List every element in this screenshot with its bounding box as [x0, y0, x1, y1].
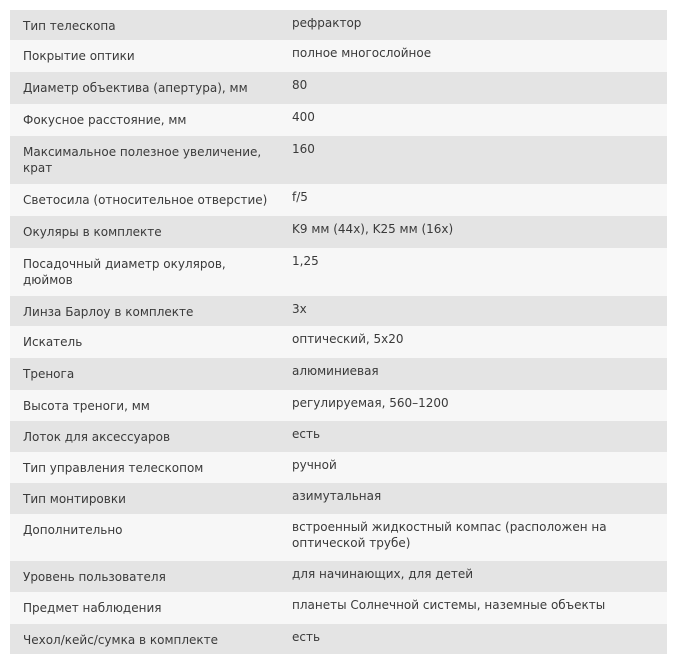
spec-row: [10, 421, 667, 452]
spec-value: f/5: [292, 190, 308, 204]
spec-row: [10, 624, 667, 654]
spec-value: 1,25: [292, 254, 319, 268]
spec-table: [10, 10, 667, 654]
spec-value: 80: [292, 78, 308, 92]
spec-value: ручной: [292, 458, 337, 472]
spec-row: [10, 184, 667, 216]
spec-value: встроенный жидкостный компас (расположен на оптической трубе): [292, 520, 607, 550]
spec-value: 160: [292, 142, 315, 156]
spec-row: [10, 592, 667, 624]
spec-label: Дополнительно: [23, 523, 123, 537]
spec-label: Чехол/кейс/сумка в комплекте: [23, 633, 219, 647]
spec-value: 3x: [292, 302, 307, 316]
spec-value: алюминиевая: [292, 364, 379, 378]
spec-value: для начинающих, для детей: [292, 567, 474, 581]
spec-row: [10, 216, 667, 248]
spec-label: Тип монтировки: [23, 492, 126, 506]
spec-label: Покрытие оптики: [23, 49, 135, 63]
spec-label: Посадочный диаметр окуляров, дюймов: [23, 257, 226, 287]
spec-row: [10, 452, 667, 483]
spec-row: [10, 483, 667, 514]
spec-row: [10, 104, 667, 136]
spec-label: Максимальное полезное увеличение, крат: [23, 145, 262, 175]
spec-row: [10, 561, 667, 592]
spec-label: Светосила (относительное отверстие): [23, 193, 268, 207]
spec-label: Высота треноги, мм: [23, 399, 150, 413]
spec-row: [10, 326, 667, 358]
spec-value: рефрактор: [292, 16, 362, 30]
spec-label: Тренога: [23, 367, 75, 381]
spec-row: [10, 390, 667, 421]
spec-row: [10, 10, 667, 40]
spec-label: Тип управления телескопом: [23, 461, 204, 475]
spec-value: оптический, 5x20: [292, 332, 404, 346]
spec-row: [10, 136, 667, 184]
spec-label: Окуляры в комплекте: [23, 225, 162, 239]
spec-row: [10, 248, 667, 296]
spec-label: Лоток для аксессуаров: [23, 430, 171, 444]
spec-label: Искатель: [23, 335, 83, 349]
spec-row: [10, 72, 667, 104]
spec-label: Диаметр объектива (апертура), мм: [23, 81, 248, 95]
spec-row: [10, 296, 667, 326]
spec-label: Линза Барлоу в комплекте: [23, 305, 194, 319]
spec-value: полное многослойное: [292, 46, 432, 60]
spec-row: [10, 358, 667, 390]
spec-label: Уровень пользователя: [23, 570, 166, 584]
spec-value: 400: [292, 110, 315, 124]
spec-value: K9 мм (44x), K25 мм (16x): [292, 222, 454, 236]
spec-label: Предмет наблюдения: [23, 601, 162, 615]
spec-value: азимутальная: [292, 489, 382, 503]
spec-value: планеты Солнечной системы, наземные объекты: [292, 598, 606, 612]
spec-label: Тип телескопа: [23, 19, 116, 33]
spec-row: [10, 514, 667, 561]
spec-value: регулируемая, 560–1200: [292, 396, 449, 410]
spec-label: Фокусное расстояние, мм: [23, 113, 187, 127]
spec-row: [10, 40, 667, 72]
spec-value: есть: [292, 427, 321, 441]
spec-value: есть: [292, 630, 321, 644]
